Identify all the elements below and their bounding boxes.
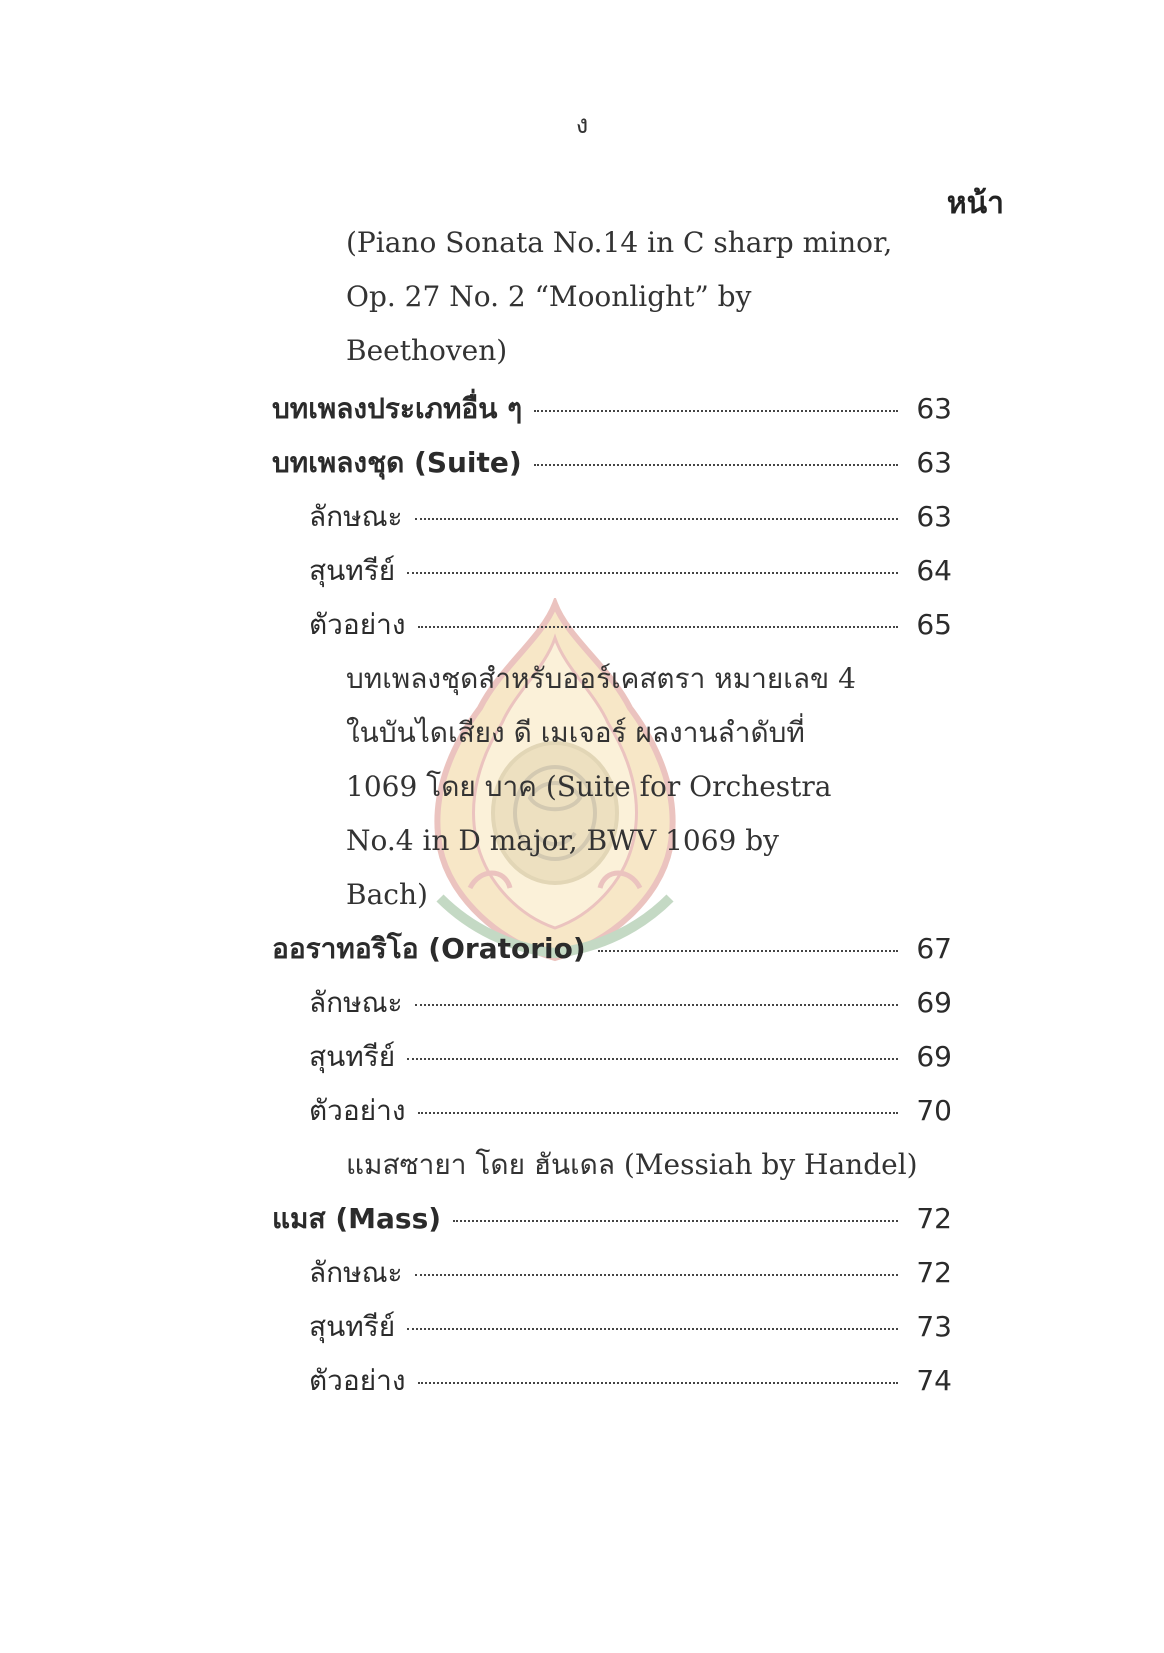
toc-note: บทเพลงชุดสำหรับออร์เคสตรา หมายเลข 4 [346, 662, 856, 695]
toc-subentry[interactable] [309, 975, 952, 1031]
toc-subentry[interactable] [309, 1245, 952, 1301]
toc-leader-dots [407, 1058, 898, 1060]
toc-entry-title: ลักษณะ [309, 1256, 403, 1289]
page-number: ง [575, 110, 589, 140]
toc-entry-title: ตัวอย่าง [309, 608, 406, 641]
toc-entry-title: แมส (Mass) [272, 1202, 442, 1235]
toc-subentry[interactable] [309, 1299, 952, 1355]
toc-leader-dots [418, 1112, 898, 1114]
toc-leader-dots [407, 572, 898, 574]
toc-entry-title: บทเพลงชุด (Suite) [272, 446, 522, 479]
toc-page-number: 67 [916, 932, 952, 965]
toc-page-number: 72 [916, 1202, 952, 1235]
toc-note: 1069 โดย บาค (Suite for Orchestra [346, 770, 832, 803]
toc-entry-oratorio[interactable] [272, 921, 952, 977]
toc-note: No.4 in D major, BWV 1069 by [346, 824, 779, 857]
toc-subentry[interactable] [309, 1029, 952, 1085]
toc-note: แมสซายา โดย ฮันเดล (Messiah by Handel) [346, 1148, 918, 1181]
toc-page-number: 64 [916, 554, 952, 587]
toc-entry-title: สุนทรีย์ [309, 1310, 396, 1343]
toc-entry-title: บทเพลงประเภทอื่น ๆ [272, 392, 523, 425]
toc-page-number: 63 [916, 446, 952, 479]
toc-entry-title: ลักษณะ [309, 500, 403, 533]
toc-leader-dots [415, 518, 898, 520]
toc-leader-dots [598, 950, 898, 952]
toc-page-number: 69 [916, 1040, 952, 1073]
toc-entry-title: สุนทรีย์ [309, 554, 396, 587]
toc-leader-dots [407, 1328, 898, 1330]
toc-leader-dots [415, 1004, 898, 1006]
toc-page-number: 63 [916, 392, 952, 425]
toc-subentry[interactable] [309, 1353, 952, 1409]
toc-entry-title: ตัวอย่าง [309, 1364, 406, 1397]
toc-leader-dots [534, 464, 898, 466]
toc-entry-mass[interactable] [272, 1191, 952, 1247]
toc-note: Bach) [346, 878, 428, 911]
toc-subentry[interactable] [309, 597, 952, 653]
toc-note: Beethoven) [346, 334, 508, 367]
toc-entry-title: ออราทอริโอ (Oratorio) [272, 932, 586, 965]
toc-entry-title: สุนทรีย์ [309, 1040, 396, 1073]
toc-page-number: 65 [916, 608, 952, 641]
toc-note: Op. 27 No. 2 “Moonlight” by [346, 280, 752, 313]
toc-note: (Piano Sonata No.14 in C sharp minor, [346, 226, 893, 259]
toc-subentry[interactable] [309, 543, 952, 599]
toc-leader-dots [453, 1220, 898, 1222]
toc-leader-dots [418, 1382, 898, 1384]
toc-page-number: 74 [916, 1364, 952, 1397]
toc-leader-dots [534, 410, 898, 412]
toc-entry-title: ตัวอย่าง [309, 1094, 406, 1127]
toc-leader-dots [418, 626, 898, 628]
toc-leader-dots [415, 1274, 898, 1276]
toc-page-number: 69 [916, 986, 952, 1019]
toc-page-number: 63 [916, 500, 952, 533]
toc-page-number: 72 [916, 1256, 952, 1289]
toc-entry-title: ลักษณะ [309, 986, 403, 1019]
toc-note: ในบันไดเสียง ดี เมเจอร์ ผลงานลำดับที่ [346, 716, 805, 749]
page-column-heading: หน้า [946, 186, 1004, 221]
toc-entry-other-types[interactable] [272, 381, 952, 437]
toc-entry-suite[interactable] [272, 435, 952, 491]
toc-subentry[interactable] [309, 1083, 952, 1139]
toc-subentry[interactable] [309, 489, 952, 545]
toc-page-number: 73 [916, 1310, 952, 1343]
toc-page-number: 70 [916, 1094, 952, 1127]
